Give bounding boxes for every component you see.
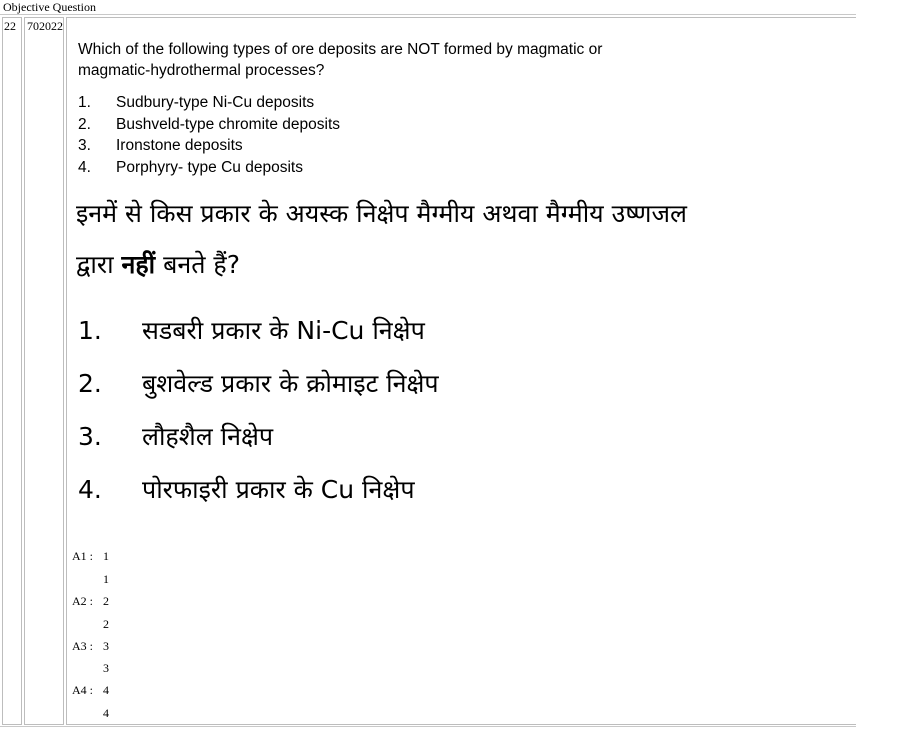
answer-value: 2 xyxy=(103,594,109,608)
answer-value-secondary: 4 xyxy=(103,706,109,720)
option-text: पोरफाइरी प्रकार के Cu निक्षेप xyxy=(142,475,415,504)
question-id-cell xyxy=(24,17,64,725)
option-text: बुशवेल्ड प्रकार के क्रोमाइट निक्षेप xyxy=(142,369,439,398)
option-text: लौहशैल निक्षेप xyxy=(142,422,274,451)
answer-label: A3 : xyxy=(72,639,93,653)
option-text: Sudbury-type Ni-Cu deposits xyxy=(116,94,315,111)
option-text: Ironstone deposits xyxy=(116,137,243,154)
option-number: 2. xyxy=(78,369,102,398)
option-number: 3. xyxy=(78,422,102,451)
answer-label: A2 : xyxy=(72,594,93,608)
answer-value-secondary: 1 xyxy=(103,572,109,586)
option-en-4 xyxy=(78,157,303,178)
serial-number: 22 xyxy=(4,19,16,33)
option-text: Porphyry- type Cu deposits xyxy=(116,159,303,176)
divider-bottom xyxy=(0,726,856,727)
answer-row-1 xyxy=(72,549,109,563)
question-text-hi-line2 xyxy=(76,245,240,285)
question-hi-post: बनते हैं? xyxy=(155,250,240,279)
option-hi-2 xyxy=(78,366,439,402)
option-number: 4. xyxy=(78,159,91,176)
question-id: 702022 xyxy=(27,19,63,33)
answer-value: 4 xyxy=(103,683,109,697)
option-number: 1. xyxy=(78,316,102,345)
question-hi-emphasis: नहीं xyxy=(121,250,156,279)
question-text-en: Which of the following types of ore deposits are NOT formed by magmatic or magmatic-hydrothermal processes? xyxy=(78,41,603,79)
option-hi-1 xyxy=(78,313,425,349)
answer-value-secondary: 3 xyxy=(103,661,109,675)
question-text-hi-line1: इनमें से किस प्रकार के अयस्क निक्षेप मैग्मीय अथवा मैग्मीय उष्णजल xyxy=(76,199,687,228)
divider-top xyxy=(0,14,856,15)
option-hi-4 xyxy=(78,472,415,508)
option-number: 4. xyxy=(78,475,102,504)
option-text: सडबरी प्रकार के Ni-Cu निक्षेप xyxy=(142,316,425,345)
answer-label: A1 : xyxy=(72,549,93,563)
answer-value-secondary: 2 xyxy=(103,617,109,631)
answer-row-4 xyxy=(72,683,109,697)
answer-row-3 xyxy=(72,639,109,653)
option-number: 2. xyxy=(78,116,91,133)
option-en-2 xyxy=(78,114,340,135)
answer-value: 3 xyxy=(103,639,109,653)
section-label: Objective Question xyxy=(3,0,96,14)
answer-value: 1 xyxy=(103,549,109,563)
question-hi-pre: द्वारा xyxy=(76,250,122,279)
answer-row-2 xyxy=(72,594,109,608)
option-en-3 xyxy=(78,135,243,156)
serial-cell xyxy=(2,17,22,725)
option-number: 3. xyxy=(78,137,91,154)
answer-label: A4 : xyxy=(72,683,93,697)
option-en-1 xyxy=(78,92,314,113)
option-number: 1. xyxy=(78,94,91,111)
option-text: Bushveld-type chromite deposits xyxy=(116,116,341,133)
question-text-hi xyxy=(66,190,856,290)
option-hi-3 xyxy=(78,419,273,455)
